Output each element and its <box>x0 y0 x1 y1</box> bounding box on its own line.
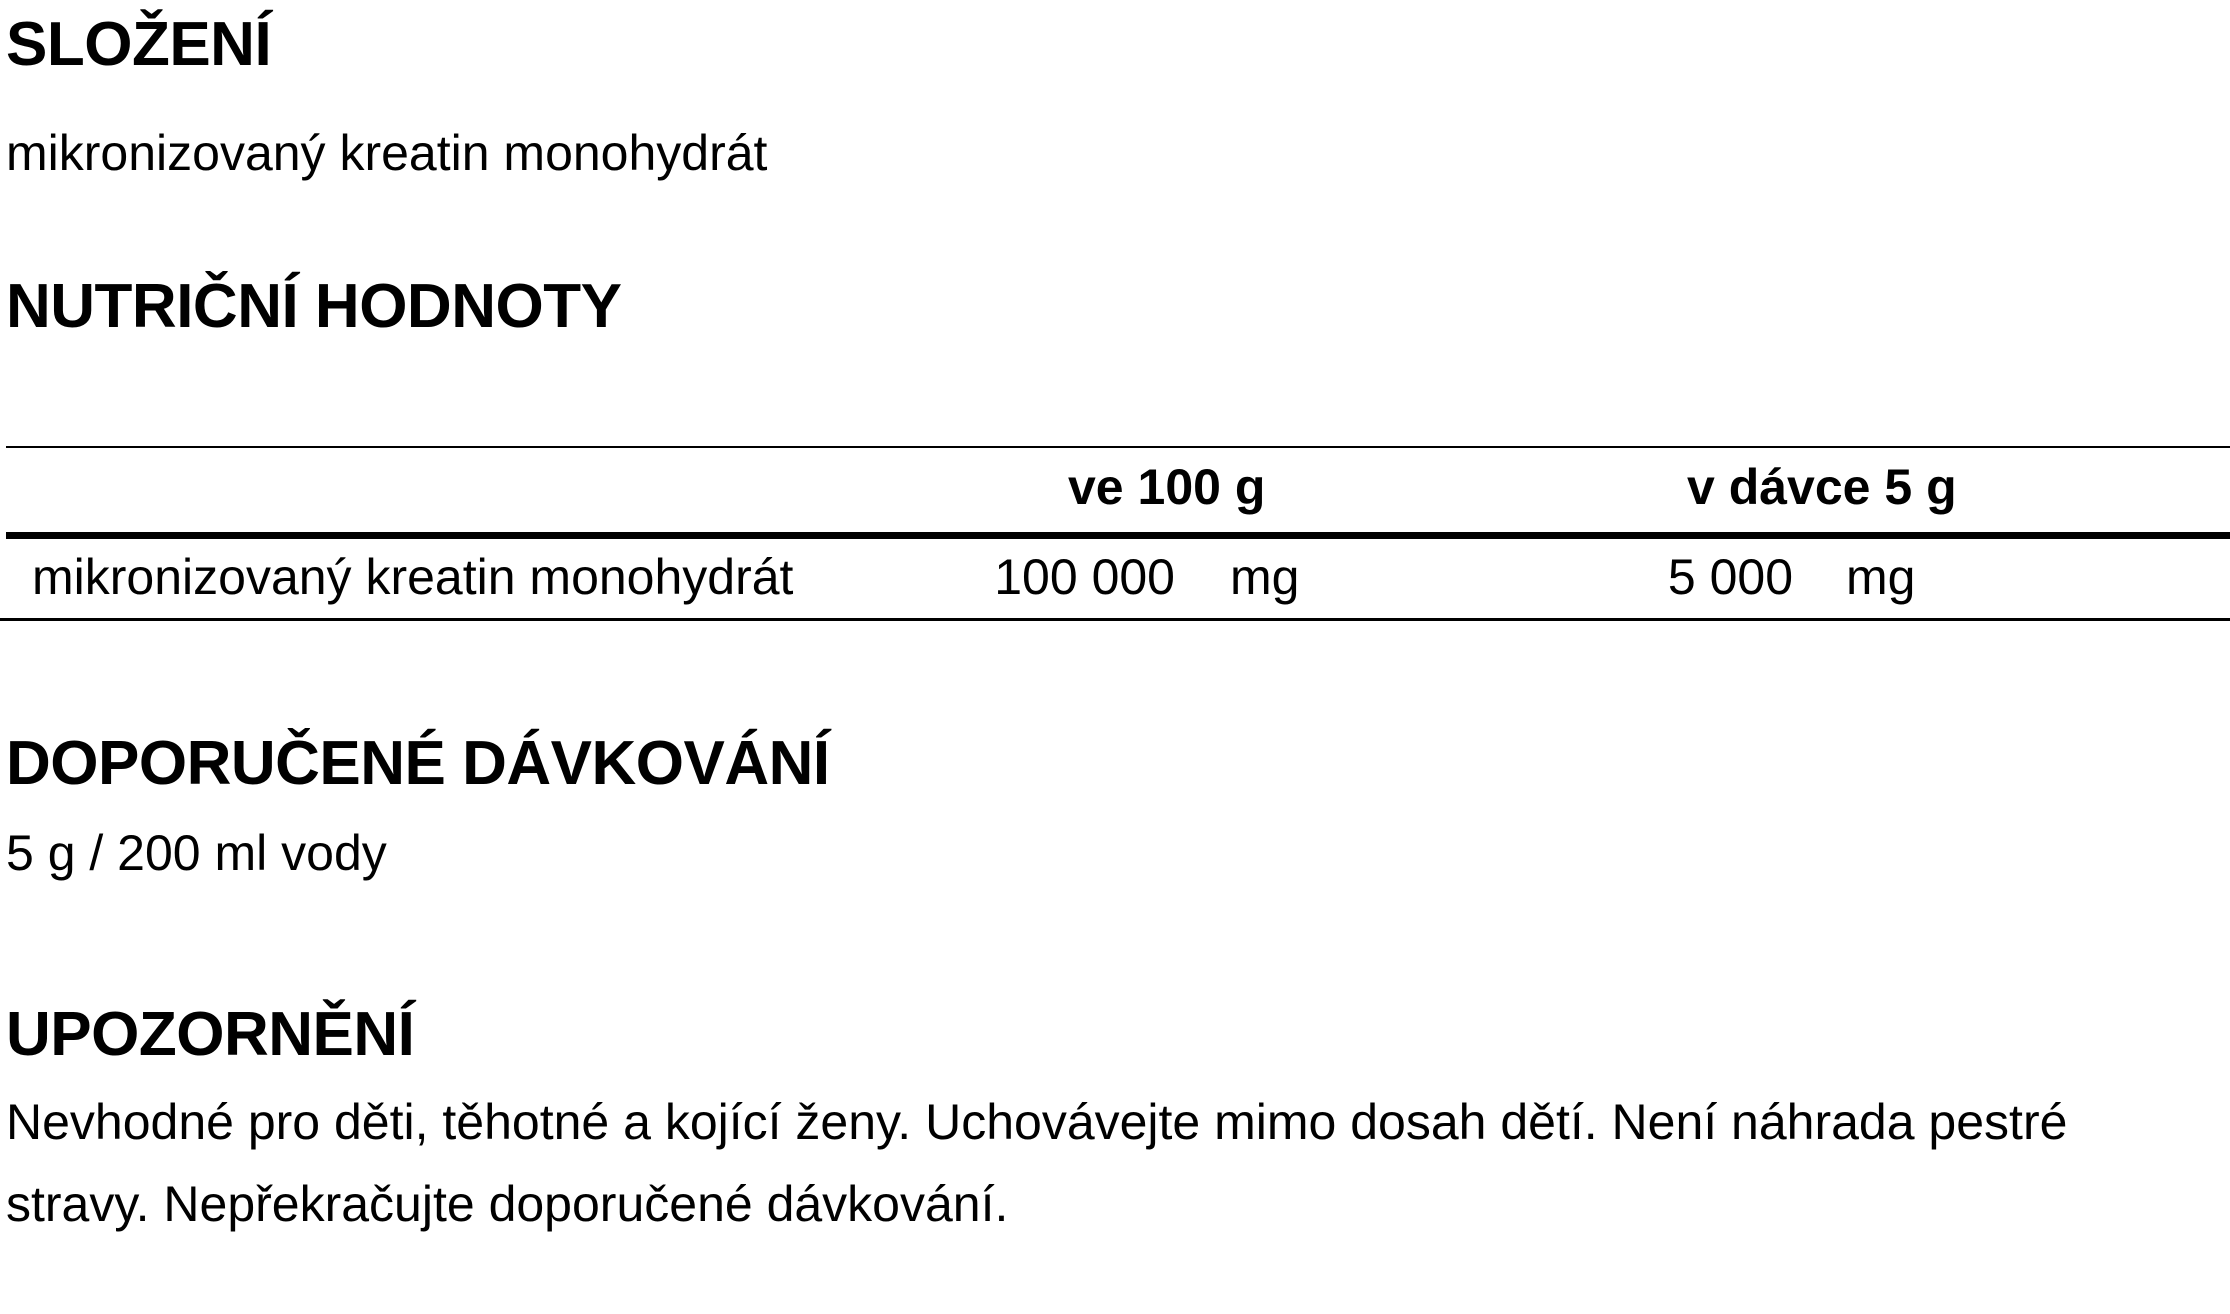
nutrition-heading: NUTRIČNÍ HODNOTY <box>6 272 622 341</box>
row-per100-value: 100 000 <box>994 549 1175 605</box>
row-per-dose-unit: mg <box>1846 549 1916 605</box>
dosage-heading: DOPORUČENÉ DÁVKOVÁNÍ <box>6 729 830 798</box>
composition-text: mikronizovaný kreatin monohydrát <box>6 125 768 181</box>
dosage-text: 5 g / 200 ml vody <box>6 825 387 881</box>
warning-heading: UPOZORNĚNÍ <box>6 1000 415 1069</box>
column-header-per-100g: ve 100 g <box>1068 459 1266 515</box>
composition-heading: SLOŽENÍ <box>6 10 272 79</box>
table-top-rule <box>6 446 2230 448</box>
column-header-per-dose: v dávce 5 g <box>1687 459 1957 515</box>
table-header-rule <box>6 532 2230 539</box>
warning-text: Nevhodné pro děti, těhotné a kojící ženy. Uchovávejte mimo dosah dětí. Není náhrada pestré stravy. Nepřekračujte doporučené dávkování. <box>6 1094 2068 1232</box>
row-per-dose-value: 5 000 <box>1667 549 1793 605</box>
row-name: mikronizovaný kreatin monohydrát <box>32 549 794 605</box>
row-per100-unit: mg <box>1230 549 1300 605</box>
table-bottom-rule <box>0 618 2230 621</box>
